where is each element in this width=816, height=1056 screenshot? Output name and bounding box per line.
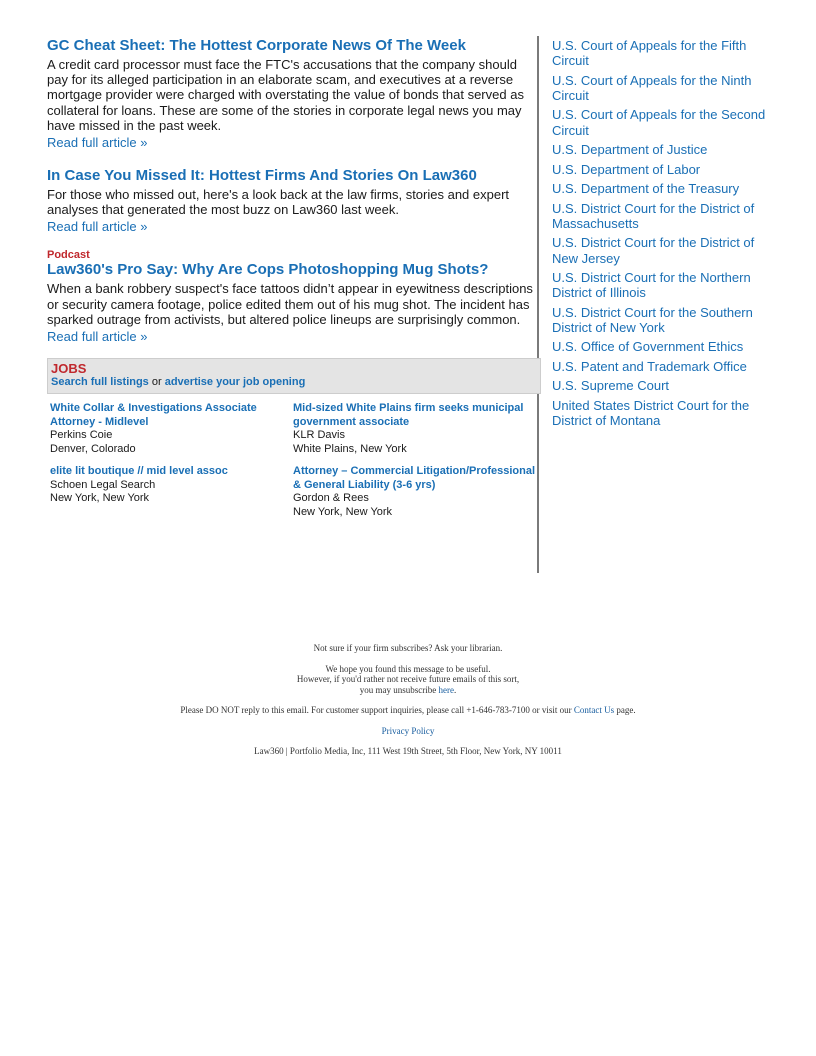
sidebar-topic-link[interactable]: U.S. Court of Appeals for the Fifth Circuit (552, 38, 747, 69)
sidebar-topic-link[interactable]: U.S. Patent and Trademark Office (552, 358, 747, 374)
read-full-article-link[interactable]: Read full article » (47, 219, 148, 235)
search-full-listings-link[interactable]: Search full listings (51, 376, 149, 389)
jobs-heading: JOBS (51, 361, 87, 377)
unsubscribe-link[interactable]: here (438, 684, 454, 695)
job-location: New York, New York (50, 492, 150, 505)
privacy-policy-link[interactable]: Privacy Policy (381, 725, 435, 736)
sidebar-topic-link[interactable]: U.S. Department of the Treasury (552, 181, 740, 197)
or-text: or (148, 376, 165, 389)
job-company: Perkins Coie (50, 429, 113, 442)
support-text: Please DO NOT reply to this email. For customer support inquiries, please call +1-646-783-7100 or visit our (180, 705, 574, 715)
job-location: New York, New York (293, 505, 393, 518)
article (47, 37, 537, 151)
sidebar-topic-link[interactable]: U.S. Court of Appeals for the Second Circuit (552, 107, 766, 138)
jobs-column-right (293, 402, 536, 528)
useful-line-2: However, if you'd rather not receive future emails of this sort, (296, 674, 520, 684)
sidebar-topic-link[interactable]: U.S. Court of Appeals for the Ninth Circuit (552, 72, 752, 103)
unsubscribe-prefix: you may unsubscribe (359, 684, 439, 695)
sidebar-topic-link[interactable]: U.S. Department of Labor (552, 161, 701, 177)
support-suffix: page. (614, 705, 636, 715)
job-company: Schoen Legal Search (50, 478, 156, 491)
podcast-tag: Podcast (47, 249, 90, 262)
job-location: Denver, Colorado (50, 442, 136, 455)
article (47, 249, 537, 345)
support-note (0, 705, 816, 716)
article-summary: A credit card processor must face the FTC's accusations that the company should pay for its alleged participation in an elaborate scam, and executives at a reverse mortgage provider were charged with overstating the value of bonds that served as collateral for loans. These are some of the stories in corporate legal news you may have missed in the past week. (47, 57, 524, 133)
article-summary: For those who missed out, here's a look back at the law firms, stories and expert analyses that generated the most buzz on Law360 last week. (47, 187, 510, 218)
article-title-link[interactable]: Law360's Pro Say: Why Are Cops Photoshopping Mug Shots? (47, 261, 489, 279)
job-listing (50, 402, 293, 456)
sidebar-topic-link[interactable]: U.S. District Court for the Southern District of New York (552, 304, 753, 335)
read-full-article-link[interactable]: Read full article » (47, 329, 148, 345)
sidebar-topic-link[interactable]: U.S. District Court for the District of New Jersey (552, 235, 755, 266)
job-listing (50, 465, 293, 506)
job-listing (293, 465, 536, 519)
company-address: Law360 | Portfolio Media, Inc, 111 West 19th Street, 5th Floor, New York, NY 10011 (254, 746, 562, 756)
sidebar-topic-link[interactable]: U.S. Office of Government Ethics (552, 339, 744, 355)
useful-line-1: We hope you found this message to be useful. (325, 663, 491, 674)
article (47, 167, 537, 235)
email-footer (0, 643, 816, 767)
job-title-link[interactable]: Attorney – Commercial Litigation/Professional & General Liability (3-6 yrs) (293, 465, 536, 491)
jobs-banner (47, 358, 541, 394)
article-summary: When a bank robbery suspect's face tattoos didn’t appear in eyewitness descriptions or security camera footage, police edited them out of his mug shot. The incident has sparked outrage from activists, but altered police lineups are surprisingly common. (47, 281, 533, 327)
jobs-column-left (50, 402, 293, 528)
jobs-links (51, 376, 537, 389)
privacy-row (0, 726, 816, 737)
job-location: White Plains, New York (293, 442, 407, 455)
sidebar-topic-link[interactable]: U.S. Supreme Court (552, 378, 670, 394)
read-full-article-link[interactable]: Read full article » (47, 135, 148, 151)
sidebar-topic-link[interactable]: U.S. Department of Justice (552, 142, 708, 158)
related-topics-sidebar (552, 38, 774, 433)
librarian-note: Not sure if your firm subscribes? Ask your librarian. (313, 643, 503, 653)
job-title-link[interactable]: White Collar & Investigations Associate Attorney - Midlevel (50, 402, 257, 428)
unsubscribe-suffix: . (454, 684, 457, 695)
sidebar-topic-link[interactable]: U.S. District Court for the Northern District of Illinois (552, 270, 751, 301)
sidebar-topic-link[interactable]: United States District Court for the District of Montana (552, 397, 750, 429)
job-title-link[interactable]: Mid-sized White Plains firm seeks municipal government associate (293, 402, 524, 428)
job-listing (293, 402, 536, 456)
main-column (47, 36, 539, 573)
article-title-link[interactable]: GC Cheat Sheet: The Hottest Corporate News Of The Week (47, 37, 466, 54)
sidebar-topic-link[interactable]: U.S. District Court for the District of Massachusetts (552, 200, 755, 231)
contact-us-link[interactable]: Contact Us (573, 705, 615, 715)
unsubscribe-note (0, 664, 816, 696)
article-title-link[interactable]: In Case You Missed It: Hottest Firms And Stories On Law360 (47, 167, 477, 185)
job-listings (47, 402, 537, 528)
job-title-link[interactable]: elite lit boutique // mid level assoc (50, 465, 228, 478)
job-company: KLR Davis (293, 429, 345, 442)
job-company: Gordon & Rees (293, 492, 369, 505)
advertise-job-link[interactable]: advertise your job opening (164, 376, 306, 389)
